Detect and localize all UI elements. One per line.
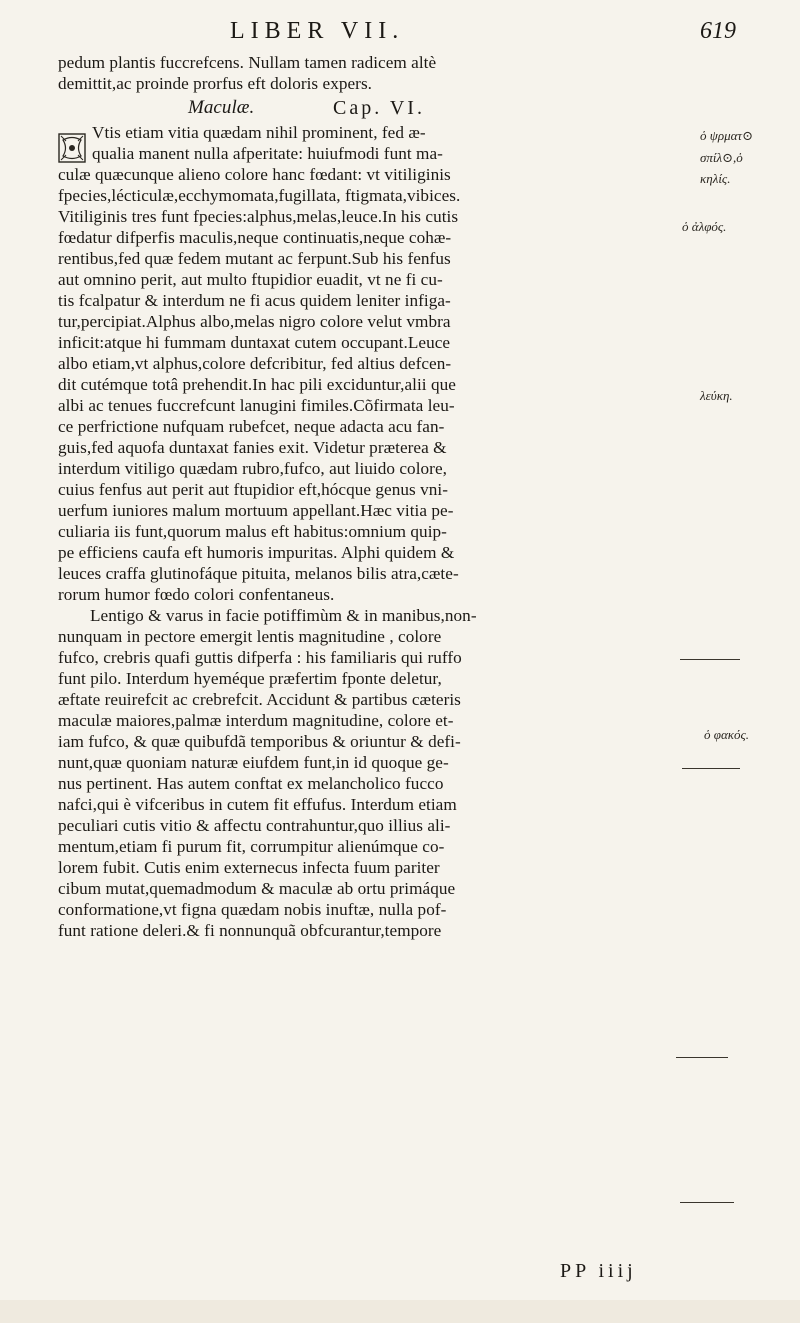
text-line: Lentigo & varus in facie potiffimùm & in manibus,non-	[90, 606, 477, 625]
margin-note: ὁ ψρματ⊙	[700, 128, 753, 143]
page-footer	[0, 1260, 800, 1286]
text-line: culæ quæcunque alieno colore hanc fœdant: vt vitiliginis	[58, 165, 451, 184]
text-line: cibum mutat,quemadmodum & maculæ ab ortu primáque	[58, 879, 456, 898]
text-line: culiaria iis funt,quorum malus eft habitus:omnium quip-	[58, 522, 447, 541]
margin-note: ὁ ἀλφός.	[682, 219, 727, 234]
text-line: rentibus,fed quæ fedem mutant ac ferpunt.Sub his fenfus	[58, 249, 451, 268]
text-line: lorem fubit. Cutis enim externecus infecta fuum pariter	[58, 858, 440, 877]
text-line: tur,percipiat.Alphus albo,melas nigro colore velut vmbra	[58, 312, 451, 331]
chapter-number: Cap. VI.	[333, 97, 425, 119]
chapter-heading	[58, 94, 676, 122]
text-line: aut omnino perit, aut multo ftupidior euadit, vt ne fi cu-	[58, 270, 443, 289]
text-line: nus pertinent. Has autem conftat ex melancholico fucco	[58, 774, 444, 793]
text-line: fœdatur difperfis maculis,neque continuatis,neque cohæ-	[58, 228, 452, 247]
text-line: dit cutémque totâ prehendit.In hac pili exciduntur,alii que	[58, 375, 456, 394]
text-line: nunt,quæ quoniam naturæ eiufdem funt,in id quoque ge-	[58, 753, 449, 772]
page-bottom-edge	[0, 1300, 800, 1323]
text-line: nunquam in pectore emergit lentis magnitudine , colore	[58, 627, 442, 646]
text-line: nafci,qui è vifceribus in cutem fit effufus. Interdum etiam	[58, 795, 457, 814]
text-line: albo etiam,vt alphus,colore defcribitur, fed altius defcen-	[58, 354, 452, 373]
text-line: fpecies,lécticulæ,ecchymomata,fugillata, ftigmata,vibices.	[58, 186, 461, 205]
text-line: uerfum iuniores malum mortuum appellant.Hæc vitia pe-	[58, 501, 454, 520]
text-line: demittit,ac proinde prorfus eft doloris expers.	[58, 74, 373, 93]
margin-note: ὁ φακός.	[704, 727, 750, 742]
text-line: tis fcalpatur & interdum ne fi acus quidem leniter infiga-	[58, 291, 451, 310]
text-line: qualia manent nulla afperitate: huiufmodi funt ma-	[92, 144, 443, 163]
text-line: inficit:atque hi fummam duntaxat cutem occupant.Leuce	[58, 333, 451, 352]
text-line: funt ratione deleri.& fi nonnunquã obfcurantur,tempore	[58, 921, 442, 940]
text-line: funt pilo. Interdum hyeméque præfertim fponte deletur,	[58, 669, 442, 688]
text-line: conformatione,vt figna quædam nobis inuftæ, nulla pof-	[58, 900, 447, 919]
text-line: fufco, crebris quafi guttis difperfa : his familiaris qui ruffo	[58, 648, 462, 667]
text-line: interdum vitiligo quædam rubro,fufco, aut liuido colore,	[58, 459, 447, 478]
margin-rule	[680, 659, 740, 660]
text-line: cuius fenfus aut perit aut ftupidior eft,hócque genus vni-	[58, 480, 448, 499]
text-line: rorum humor fœdo colori confentaneus.	[58, 585, 335, 604]
text-line: guis,fed aquofa duntaxat fanies exit. Videtur præterea &	[58, 438, 447, 457]
text-line: leuces craffa glutinofáque pituita, melanos bilis atra,cæte-	[58, 564, 459, 583]
text-line: æftate reuirefcit ac crebrefcit. Accidunt & partibus cæteris	[58, 690, 461, 709]
page-number: 619	[700, 18, 736, 44]
text-line: Vitiliginis tres funt fpecies:alphus,melas,leuce.In his cutis	[58, 207, 459, 226]
text-line: pedum plantis fuccrefcens. Nullam tamen radicem altè	[58, 53, 437, 72]
text-line: pe efficiens caufa eft humoris impuritas. Alphi quidem &	[58, 543, 455, 562]
margin-rule	[682, 768, 740, 769]
text-line: ce perfrictione nufquam rubefcet, neque adacta acu fan-	[58, 417, 445, 436]
text-line: iam fufco, & quæ quibufdã temporibus & oriuntur & defi-	[58, 732, 461, 751]
text-line: mentum,etiam fi purum fit, corrumpitur alienúmque co-	[58, 837, 445, 856]
running-head	[0, 14, 800, 48]
margin-rule	[680, 1202, 734, 1203]
margin-note: λεύκη.	[700, 388, 733, 403]
text-line: Vtis etiam vitia quædam nihil prominent, fed æ-	[92, 123, 426, 142]
book-title: LIBER VII.	[230, 18, 405, 44]
text-line: maculæ maiores,palmæ interdum magnitudine, colore et-	[58, 711, 454, 730]
text-line: peculiari cutis vitio & affectu contrahuntur,quo illius ali-	[58, 816, 451, 835]
margin-rule	[676, 1057, 728, 1058]
signature-mark: PP iiij	[560, 1260, 637, 1282]
chapter-subtitle: Maculæ.	[188, 97, 255, 118]
margin-note: σπίλ⊙,ὁ	[700, 150, 743, 165]
text-line: albi ac tenues fuccrefcunt lanugini fimiles.Cõfirmata leu-	[58, 396, 455, 415]
margin-note: κηλίς.	[700, 171, 731, 186]
body-text	[58, 52, 676, 941]
